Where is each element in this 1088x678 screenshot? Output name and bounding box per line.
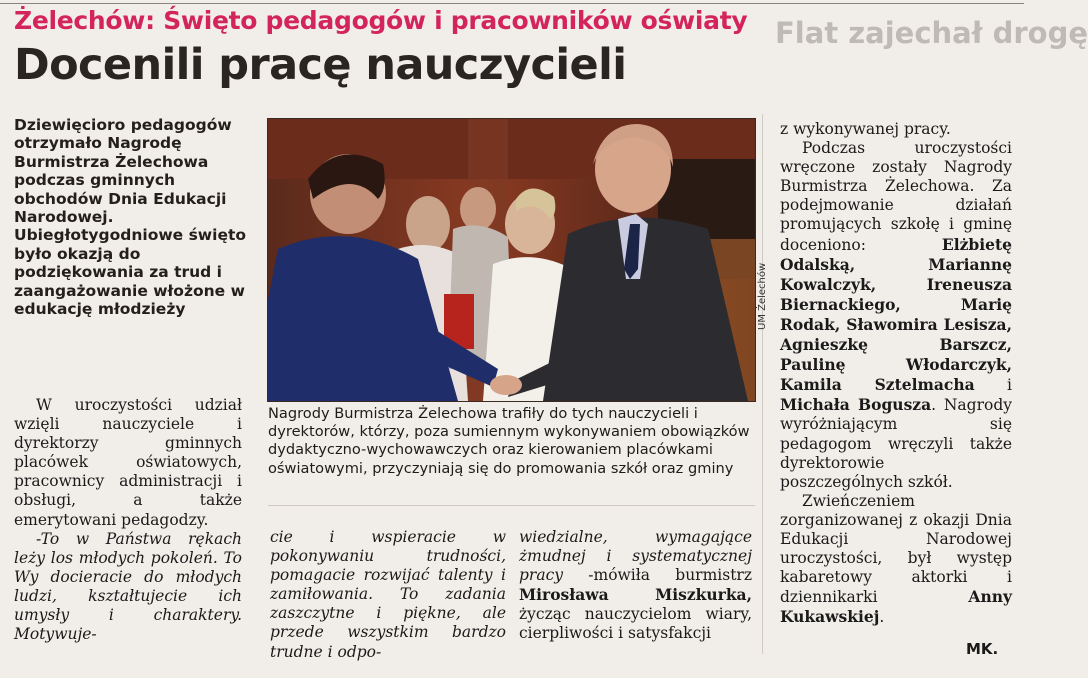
col4-p3-start: Zwieńczeniem zorganizowanej z okazji Dnia Edukacji Narodowej uroczystości, był występ kabaretowy aktorki i dziennikarki <box>780 491 1012 607</box>
column-1 <box>14 396 242 644</box>
col4-paragraph-1: z wykonywanej pracy. <box>780 120 951 138</box>
col4-paragraph-2 <box>780 139 1012 492</box>
col4-p2-end: . Nagrody wyróżniającym się pedagogom wręczyli także dyrektorowie poszczególnych szkół. <box>780 396 1012 491</box>
top-border <box>0 3 1024 4</box>
awardee-names: Elżbietę Odalską, Mariannę Kowalczyk, Ireneusza Biernackiego, Marię Rodak, Sławomira Lesisza, Agnieszkę Barszcz, Paulinę Włodarczyk, Kamila Sztelmacha <box>780 234 1012 395</box>
col4-p3-end: . <box>879 608 885 627</box>
col3-text-1: -mówiła burmistrz <box>563 566 752 585</box>
caption-divider <box>268 505 755 506</box>
article-photo <box>267 118 756 402</box>
article-kicker: Żelechów: Święto pedagogów i pracowników oświaty <box>14 6 748 35</box>
column-3 <box>519 528 752 644</box>
photo-caption: Nagrody Burmistrza Żelechowa trafiły do tych nauczycieli i dyrektorów, którzy, poza sumiennym wykonywaniem obowiązków dydaktyczno-wychowawczych oraz kierowaniem placówkami oświatowymi, przyczyniają się do promowania szkół oraz gminy <box>268 405 750 477</box>
photo-credit: UM Żelechów <box>757 262 768 330</box>
col1-paragraph-1: W uroczystości udział wzięli nauczyciele i dyrektorzy gminnych placówek oświatowych, pracownicy administracji i obsługi, a także emerytowani pedagodzy. <box>14 396 242 529</box>
column-divider <box>762 114 763 654</box>
column-4 <box>780 120 1012 627</box>
photo-illustration <box>268 119 755 401</box>
col4-and: i <box>974 376 1012 395</box>
col4-paragraph-3 <box>780 492 1012 628</box>
awardee-last-name: Michała Bogusza <box>780 395 932 415</box>
col4-p2-start: Podczas uroczystości wręczone zostały Nagrody Burmistrza Żelechowa. Za podejmowanie działań promujących szkołę i gminę doceniono: <box>780 139 1012 254</box>
performer-name: Anny Kukawskiej <box>780 587 1012 627</box>
mayor-name: Mirosława Miszkurka, <box>519 585 752 605</box>
col3-text-2: życząc nauczycielom wiary, cierpliwości i satysfakcji <box>519 605 752 643</box>
bleed-through-heading: Flat zajechał drogę <box>775 16 1088 50</box>
col1-quote: -To w Państwa rękach leży los młodych pokoleń. To Wy docieracie do młodych ludzi, kształtujecie ich umysły i charaktery. Motywuje- <box>14 529 242 644</box>
col3-quote-end: wiedzialne, wymagające żmudnej i systematycznej pracy <box>519 528 752 585</box>
column-2: cie i wspieracie w pokonywaniu trudności, pomagacie rozwijać talenty i zamiłowania. To zadania zaszczytne i piękne, ale przede wszystkim bardzo trudne i odpo- <box>270 528 506 661</box>
article-headline: Docenili pracę nauczycieli <box>14 40 627 90</box>
lead-paragraph: Dziewięcioro pedagogów otrzymało Nagrodę Burmistrza Żelechowa podczas gminnych obchodów Dnia Edukacji Narodowej. Ubiegłotygodniowe święto było okazją do podziękowania za trud i zaangażowanie włożone w edukację młodzieży <box>14 116 247 319</box>
author-signature: MK. <box>966 640 999 658</box>
